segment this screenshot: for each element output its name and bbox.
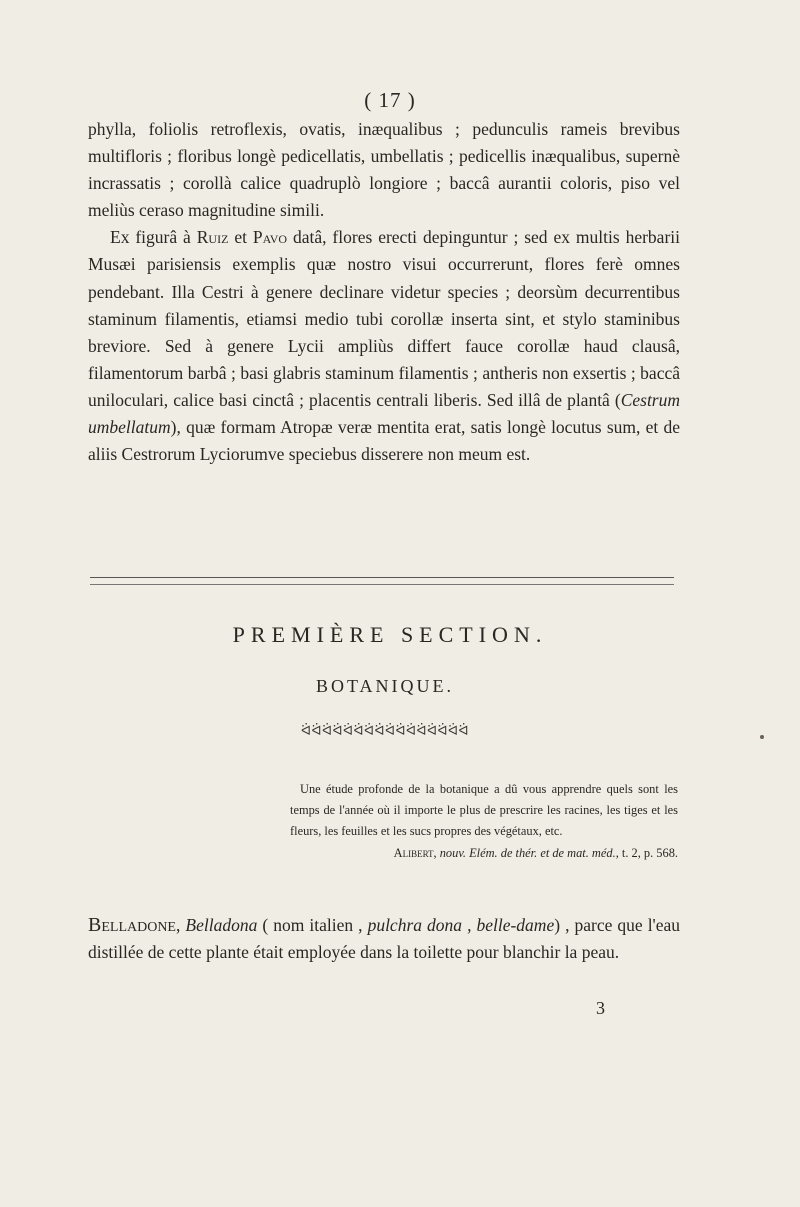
entry-italic-gloss: pulchra dona , belle-dame (367, 915, 555, 935)
entry-text-segment: ) , parce que l'eau distillée de cette plante était employée dans la toilette pour blanchir la peau. (88, 915, 680, 962)
latin-text-block (88, 116, 680, 468)
section-title: PREMIÈRE SECTION. (232, 622, 548, 647)
latin-paragraph-2 (88, 224, 680, 468)
signature-mark: 3 (596, 998, 605, 1018)
ornament-divider: ᐛᐛᐛᐛᐛᐛᐛᐛᐛᐛᐛᐛᐛᐛᐛᐛ (301, 723, 469, 738)
paper-speck (760, 735, 764, 739)
species-name: Cestrum umbellatum (88, 389, 680, 438)
section-rule (90, 577, 674, 585)
dictionary-entry (88, 912, 680, 966)
entry-text-segment: , (176, 915, 186, 935)
entry-italic-name: Belladona (185, 915, 258, 935)
latin-text-segment: Ex figurâ à (110, 227, 197, 248)
epigraph-citation: Alibert, nouv. Elém. de thér. et de mat. méd., t. 2, p. 568. (393, 845, 678, 860)
latin-paragraph-1: phylla, foliolis retroflexis, ovatis, inæqualibus ; pedunculis rameis brevibus multifloris ; floribus longè pedicellatis, umbellatis ; pedicellis inæqualibus, supernè incrassatis ; corollà calice quadruplò longiore ; baccâ aurantii coloris, piso vel meliùs ceraso magnitudine simili. (88, 119, 680, 221)
latin-text-segment: datâ, flores erecti depinguntur ; sed ex multis herbarii Musæi parisiensis exemplis quæ nostro visui occurrerunt, flores ferè omnes pendebant. Illa Cestri à genere declinare videtur species ; deorsùm decurrentibus staminum filamentis, etiamsi medio tubi corollæ inserta sint, et stylo staminibus breviore. Sed à genere Lycii ampliùs differt fauce corollæ haud clausâ, filamentorum barbâ ; basi glabris staminum filamentis ; antheris non exsertis ; baccâ uniloculari, calice basi cinctâ ; placentis centrali liberis. Sed illâ de plantâ ( (88, 227, 680, 410)
latin-text-segment: et (228, 227, 253, 248)
epigraph-reference: , t. 2, p. 568. (615, 845, 678, 860)
author-name-pavo: Pavo (252, 227, 288, 248)
entry-paragraph (88, 912, 680, 966)
author-name-ruiz: Ruiz (196, 227, 229, 248)
entry-text-segment: ( nom italien , (257, 915, 368, 935)
section-subtitle: BOTANIQUE. (315, 676, 455, 696)
latin-text-segment: ), quæ formam Atropæ veræ mentita erat, satis longè locutus sum, et de aliis Cestrorum Lyciorumve speciebus disserere non meum est. (88, 417, 680, 465)
page-number: ( 17 ) (364, 88, 416, 112)
entry-headword: Belladone (88, 914, 176, 936)
epigraph-quote: Une étude profonde de la botanique a dû vous apprendre quels sont les temps de l'année où il importe le plus de prescrire les racines, les tiges et les fleurs, les feuilles et les sucs propres des végétaux, etc. (290, 782, 678, 839)
epigraph-author: Alibert (393, 845, 434, 860)
epigraph (290, 779, 678, 864)
epigraph-work: nouv. Elém. de thér. et de mat. méd. (439, 845, 616, 860)
